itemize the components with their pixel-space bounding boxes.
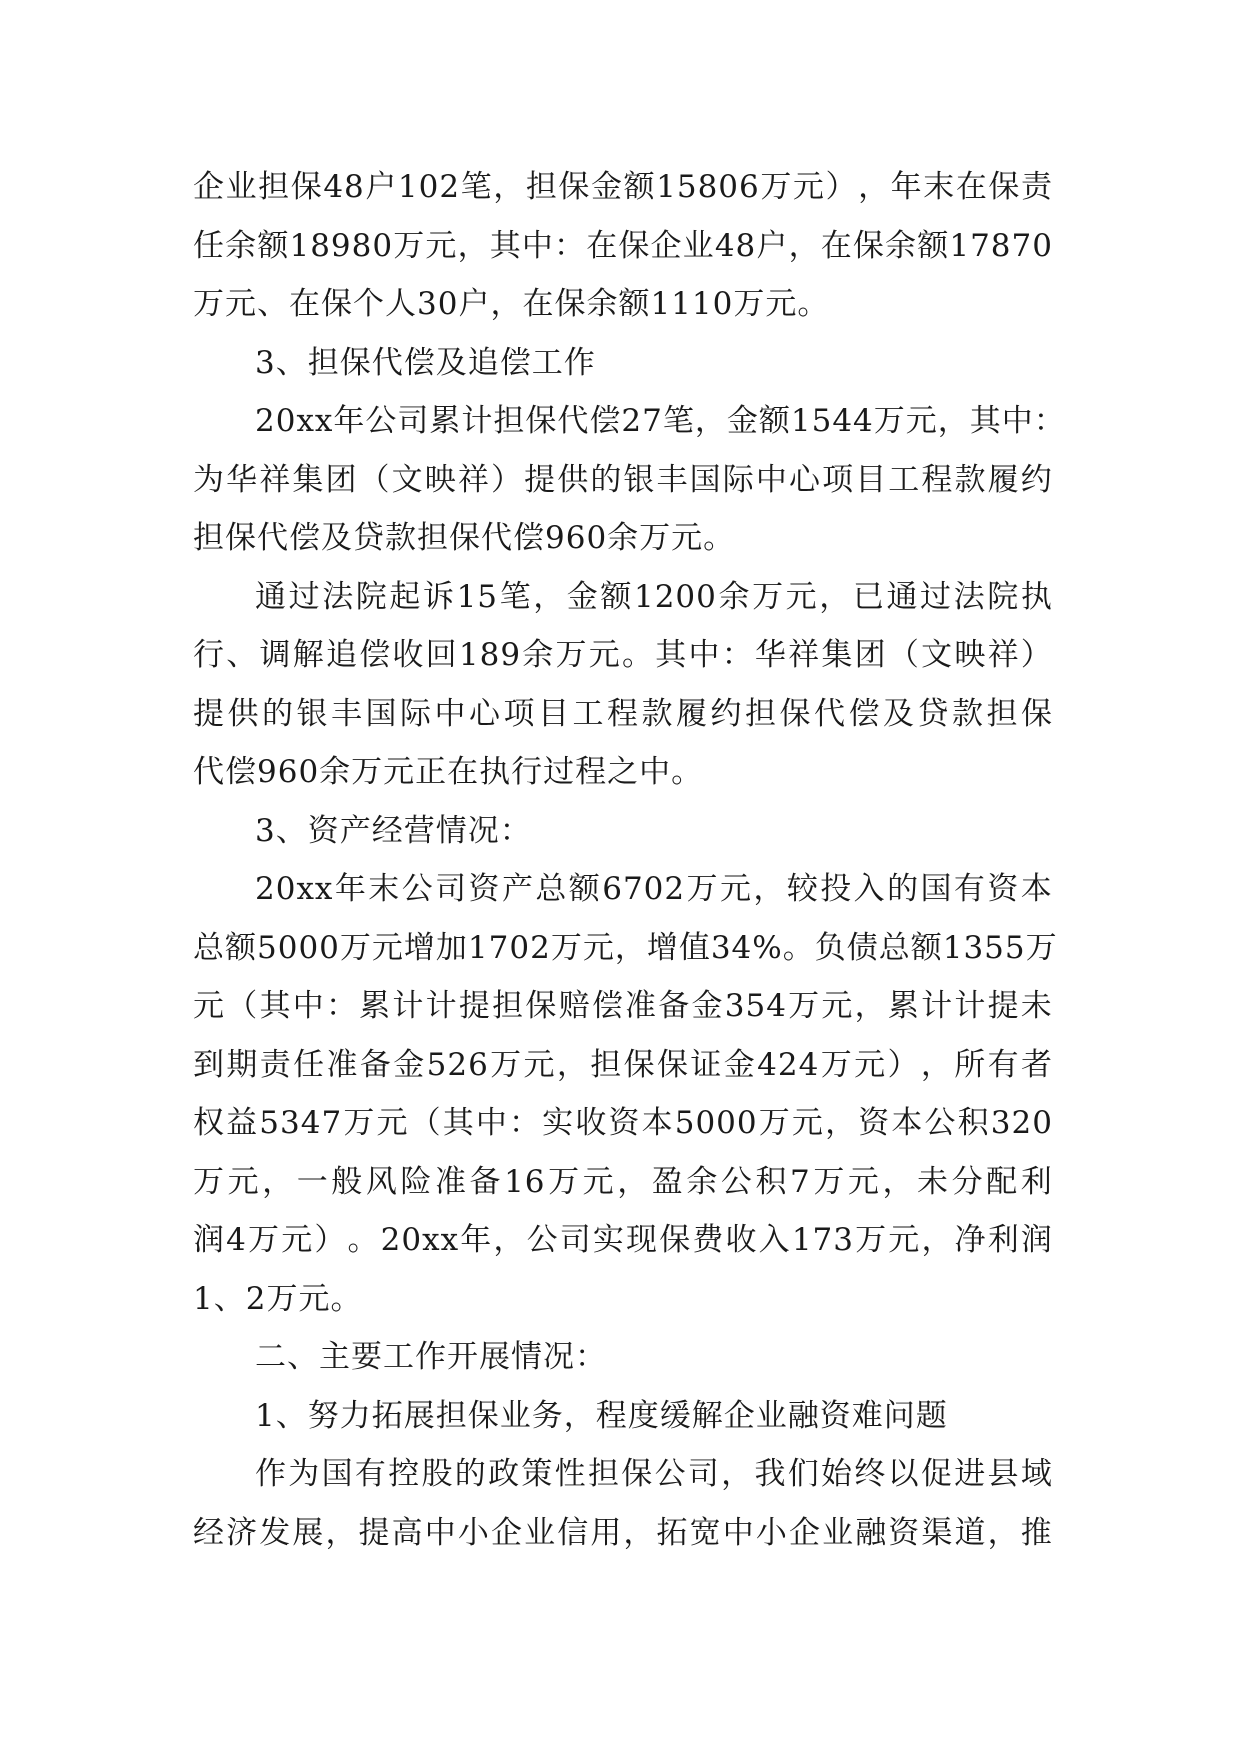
text-line: 行 、 调 解 追 偿 收 回 189 余 万 元 。 其 中 ： 华 祥 集 团 （ 文 映 祥 ） [193, 637, 1053, 673]
text-line: 润 4 万 元 ） 。 20xx 年 ， 公 司 实 现 保 费 收 入 173 万 元 ， 净 利 润 [193, 1222, 1053, 1258]
text-line: 任 余 额 18980 万 元 ， 其 中 ： 在 保 企 业 48 户 ， 在 保 余 额 17870 [193, 227, 1053, 264]
text-line: 为 华 祥 集 团 （ 文 映 祥 ） 提 供 的 银 丰 国 际 中 心 项 目 工 程 款 履 约 [193, 461, 1053, 498]
text-line: 20xx 年 末 公 司 资 产 总 额 6702 万 元 ， 较 投 入 的 国 有 资 本 [255, 871, 1053, 907]
text-line: 代偿960余万元正在执行过程之中。 [193, 754, 704, 790]
text-line: 20xx 年 公 司 累 计 担 保 代 偿 27 笔 ， 金 额 1544 万 元 ， 其 中 ： [255, 403, 1066, 439]
text-line: 1、2万元。 [193, 1280, 363, 1317]
text-line: 到 期 责 任 准 备 金 526 万 元 ， 担 保 保 证 金 424 万 元 ） ， 所 有 者 [193, 1046, 1053, 1083]
text-line: 提 供 的 银 丰 国 际 中 心 项 目 工 程 款 履 约 担 保 代 偿 及 贷 款 担 保 [193, 695, 1053, 732]
text-line: 万元、在保个人30户，在保余额1110万元。 [193, 286, 830, 322]
document-body [193, 158, 1066, 1562]
text-line: 元 （ 其 中 ： 累 计 计 提 担 保 赔 偿 准 备 金 354 万 元 ， 累 计 计 提 未 [193, 988, 1053, 1024]
section-heading: 二、主要工作开展情况： [255, 1339, 607, 1375]
text-line: 担保代偿及贷款担保代偿960余万元。 [193, 520, 736, 556]
text-line: 权 益 5347 万 元 （ 其 中 ： 实 收 资 本 5000 万 元 ， 资 本 公 积 320 [193, 1105, 1053, 1141]
text-line: 企 业 担 保 48 户 102 笔 ， 担 保 金 额 15806 万 元 ） ， 年 末 在 保 责 [193, 169, 1053, 205]
text-line: 作 为 国 有 控 股 的 政 策 性 担 保 公 司 ， 我 们 始 终 以 促 进 县 域 [255, 1456, 1053, 1492]
text-line: 万 元 ， 一 般 风 险 准 备 16 万 元 ， 盈 余 公 积 7 万 元 ， 未 分 配 利 [193, 1163, 1053, 1200]
section-heading: 3、资产经营情况： [255, 812, 532, 849]
text-line: 总 额 5000 万 元 增 加 1702 万 元 ， 增 值 34% 。 负 债 总 额 1355 万 [193, 929, 1058, 966]
section-heading: 3、担保代偿及追偿工作 [255, 344, 596, 381]
text-line: 经 济 发 展 ， 提 高 中 小 企 业 信 用 ， 拓 宽 中 小 企 业 融 资 渠 道 ， 推 [193, 1514, 1053, 1551]
text-line: 通 过 法 院 起 诉 15 笔 ， 金 额 1200 余 万 元 ， 已 通 过 法 院 执 [255, 578, 1053, 615]
subsection-heading: 1、努力拓展担保业务，程度缓解企业融资难问题 [255, 1397, 948, 1434]
